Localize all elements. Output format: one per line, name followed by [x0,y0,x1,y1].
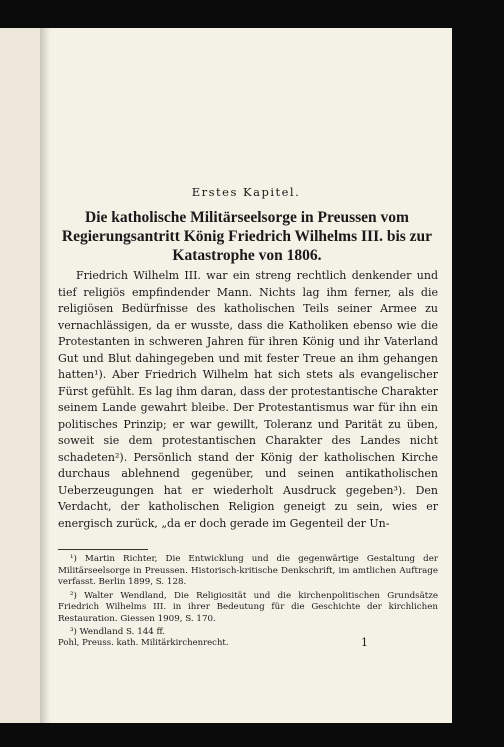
gutter-shadow [40,28,50,723]
footnotes [58,554,438,641]
footer-source: Pohl, Preuss. kath. Militärkirchenrecht. [58,638,229,648]
footnote-2: ²) Walter Wendland, Die Religiosität und die kirchenpolitischen Grundsätze Friedrich Wilhelms III. in ihrer Bedeutung für die Geschichte der kirchlichen Restauration. Giessen 1909, S. 170. [58,590,438,624]
body-paragraph: Friedrich Wilhelm III. war ein streng rechtlich denkender und tief religiös empfindender Mann. Nichts lag ihm ferner, als die religiösen Bedürfnisse des katholischen Teils seiner Armee zu vernachlässigen, da er wusste, dass die Katholiken ebenso wie die Protestanten in schweren Jahren für ihren König und ihr Vaterland Gut und Blut dahingegeben und mit fester Treue an ihm gehangen hatten¹). Aber Friedrich Wilhelm hat sich stets als evangelischer Fürst gefühlt. Es lag ihm daran, dass der protestantische Charakter seinem Lande gewahrt bleibe. Der Protestantismus war für ihn ein politisches Prinzip; er war gewillt, Toleranz und Parität zu üben, soweit sie dem protestantischen Charakter des Landes nicht schadeten²). Persönlich stand der König der katholischen Kirche durchaus ablehnend gegenüber, und seinen antikatholischen Ueberzeugungen hat er wiederholt Ausdruck gegeben³). Den Verdacht, der katholischen Religion geneigt zu sein, wies er energisch zurück, „da er doch gerade im Gegenteil der Un- [58,269,438,530]
book-page [40,28,452,723]
facing-page [0,28,40,723]
page-footer [58,638,438,652]
page-number: 1 [361,636,368,649]
chapter-title: Die katholische Militärseelsorge in Preussen vom Regierungsantritt König Friedrich Wilhelms III. bis zur Katastrophe von 1806. [61,209,433,264]
footnote-3: ³) Wendland S. 144 ff. [70,627,166,637]
footnote-rule [58,549,148,550]
chapter-kicker: Erstes Kapitel. [191,185,301,199]
body-text [58,268,438,532]
footnote-1: ¹) Martin Richter, Die Entwicklung und die gegenwärtige Gestaltung der Militärseelsorge in Preussen. Historisch-kritische Denkschrift, im amtlichen Auftrage verfasst. Berlin 1899, S. 128. [58,554,438,587]
